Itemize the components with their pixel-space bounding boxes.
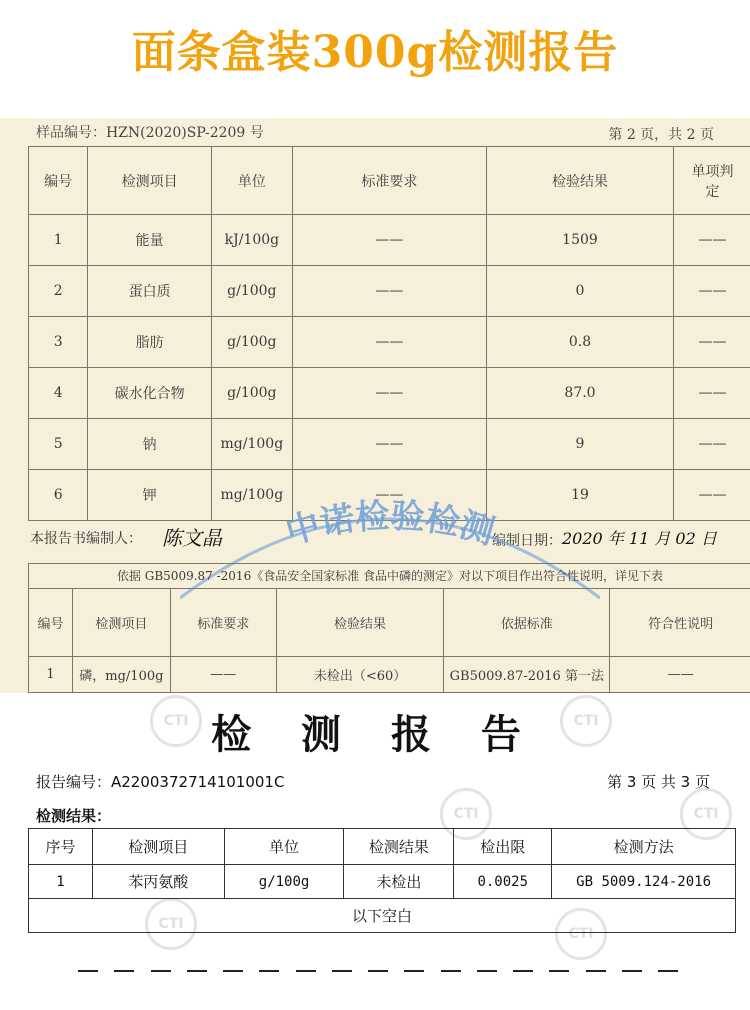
cell: 碳水化合物 bbox=[88, 368, 212, 419]
date-label: 编制日期： bbox=[492, 533, 562, 549]
watermark-text: CTI bbox=[568, 926, 594, 942]
cell: 能量 bbox=[88, 215, 212, 266]
cell: —— bbox=[674, 266, 750, 317]
cell: —— bbox=[674, 419, 750, 470]
report-scan-1 bbox=[0, 118, 750, 693]
cell: 蛋白质 bbox=[88, 266, 212, 317]
cell: 9 bbox=[486, 419, 673, 470]
cell: —— bbox=[674, 215, 750, 266]
cell: 1 bbox=[29, 865, 93, 899]
cell: g/100g bbox=[211, 368, 292, 419]
col-header: 标准要求 bbox=[292, 147, 486, 215]
cell: —— bbox=[674, 470, 750, 521]
amino-acid-table bbox=[28, 828, 736, 933]
date-value: 2020 年 11 月 02 日 bbox=[562, 529, 717, 548]
cell: GB5009.87-2016 第一法 bbox=[444, 657, 610, 693]
table-header-row bbox=[29, 589, 750, 657]
cell: 87.0 bbox=[486, 368, 673, 419]
cell: g/100g bbox=[211, 266, 292, 317]
table-row bbox=[29, 266, 750, 317]
blank-row bbox=[29, 899, 736, 933]
watermark-text: CTI bbox=[163, 713, 189, 729]
phosphorus-table bbox=[28, 588, 750, 693]
col-header: 单项判定 bbox=[674, 147, 750, 215]
nutrition-table bbox=[28, 146, 750, 521]
report-number: 报告编号：A2200372714101001C bbox=[36, 773, 285, 791]
col-header: 标准要求 bbox=[170, 589, 276, 657]
table-row bbox=[29, 317, 750, 368]
cell: 1509 bbox=[486, 215, 673, 266]
watermark-text: CTI bbox=[453, 806, 479, 822]
cell: 4 bbox=[29, 368, 88, 419]
col-header: 检测结果 bbox=[344, 829, 454, 865]
col-header: 检出限 bbox=[454, 829, 552, 865]
cell: 苯丙氨酸 bbox=[92, 865, 224, 899]
page-indicator: 第 2 页，共 2 页 bbox=[608, 127, 714, 143]
watermark-text: CTI bbox=[158, 916, 184, 932]
cell: g/100g bbox=[211, 317, 292, 368]
cell: 0.0025 bbox=[454, 865, 552, 899]
banner-title: 面条盒装300g检测报告 bbox=[131, 26, 619, 78]
cell: 2 bbox=[29, 266, 88, 317]
col-header: 检验结果 bbox=[276, 589, 444, 657]
col-header: 符合性说明 bbox=[610, 589, 750, 657]
cell: 脂肪 bbox=[88, 317, 212, 368]
report-title: 检 测 报 告 bbox=[211, 712, 539, 758]
watermark-text: CTI bbox=[693, 806, 719, 822]
watermark-text: CTI bbox=[573, 713, 599, 729]
banner bbox=[0, 0, 750, 95]
table-row bbox=[29, 470, 750, 521]
col-header: 检验结果 bbox=[486, 147, 673, 215]
cell: kJ/100g bbox=[211, 215, 292, 266]
col-header: 检测项目 bbox=[72, 589, 170, 657]
cell: —— bbox=[674, 368, 750, 419]
compiler-signature: 陈文晶 bbox=[162, 526, 222, 550]
cell: 未检出（<60） bbox=[276, 657, 444, 693]
cell: 6 bbox=[29, 470, 88, 521]
col-header: 编号 bbox=[29, 589, 73, 657]
table-header-row bbox=[29, 829, 736, 865]
col-header: 编号 bbox=[29, 147, 88, 215]
cell: 钠 bbox=[88, 419, 212, 470]
cell: —— bbox=[674, 317, 750, 368]
col-header: 单位 bbox=[211, 147, 292, 215]
col-header: 检测项目 bbox=[92, 829, 224, 865]
sample-number: 样品编号：HZN(2020)SP-2209 号 bbox=[36, 125, 264, 141]
cell: mg/100g bbox=[211, 470, 292, 521]
cell: 钾 bbox=[88, 470, 212, 521]
cell: 磷，mg/100g bbox=[72, 657, 170, 693]
compiler-label: 本报告书编制人： bbox=[30, 531, 142, 547]
col-header: 序号 bbox=[29, 829, 93, 865]
cell: —— bbox=[292, 419, 486, 470]
results-label: 检测结果： bbox=[36, 807, 112, 825]
cell: g/100g bbox=[224, 865, 344, 899]
col-header: 检测方法 bbox=[552, 829, 736, 865]
table-row bbox=[29, 419, 750, 470]
basis-note: 依据 GB5009.87 -2016《食品安全国家标准 食品中磷的测定》对以下项目作出符合性说明，详见下表 bbox=[28, 563, 750, 589]
cell: 1 bbox=[29, 215, 88, 266]
cell: 0 bbox=[486, 266, 673, 317]
blank-note: 以下空白 bbox=[29, 899, 736, 933]
table-row bbox=[29, 215, 750, 266]
cell: GB 5009.124-2016 bbox=[552, 865, 736, 899]
page-indicator: 第 3 页 共 3 页 bbox=[607, 773, 710, 791]
cell: 未检出 bbox=[344, 865, 454, 899]
col-header: 单位 bbox=[224, 829, 344, 865]
cell: —— bbox=[292, 266, 486, 317]
cell: —— bbox=[292, 215, 486, 266]
cell: 19 bbox=[486, 470, 673, 521]
report-2 bbox=[0, 693, 750, 1010]
cell: —— bbox=[292, 317, 486, 368]
col-header: 检测项目 bbox=[88, 147, 212, 215]
cell: mg/100g bbox=[211, 419, 292, 470]
cell: 3 bbox=[29, 317, 88, 368]
cell: —— bbox=[292, 368, 486, 419]
col-header: 依据标准 bbox=[444, 589, 610, 657]
table-header-row bbox=[29, 147, 750, 215]
stamp-text-path: 中诺检验检测 bbox=[281, 496, 499, 553]
cell: —— bbox=[610, 657, 750, 693]
cell: —— bbox=[170, 657, 276, 693]
table-row bbox=[29, 657, 750, 693]
table-row bbox=[29, 368, 750, 419]
table-row bbox=[29, 865, 736, 899]
cell: 1 bbox=[29, 657, 73, 693]
end-dashes bbox=[78, 970, 678, 974]
cell: —— bbox=[292, 470, 486, 521]
cell: 0.8 bbox=[486, 317, 673, 368]
cell: 5 bbox=[29, 419, 88, 470]
